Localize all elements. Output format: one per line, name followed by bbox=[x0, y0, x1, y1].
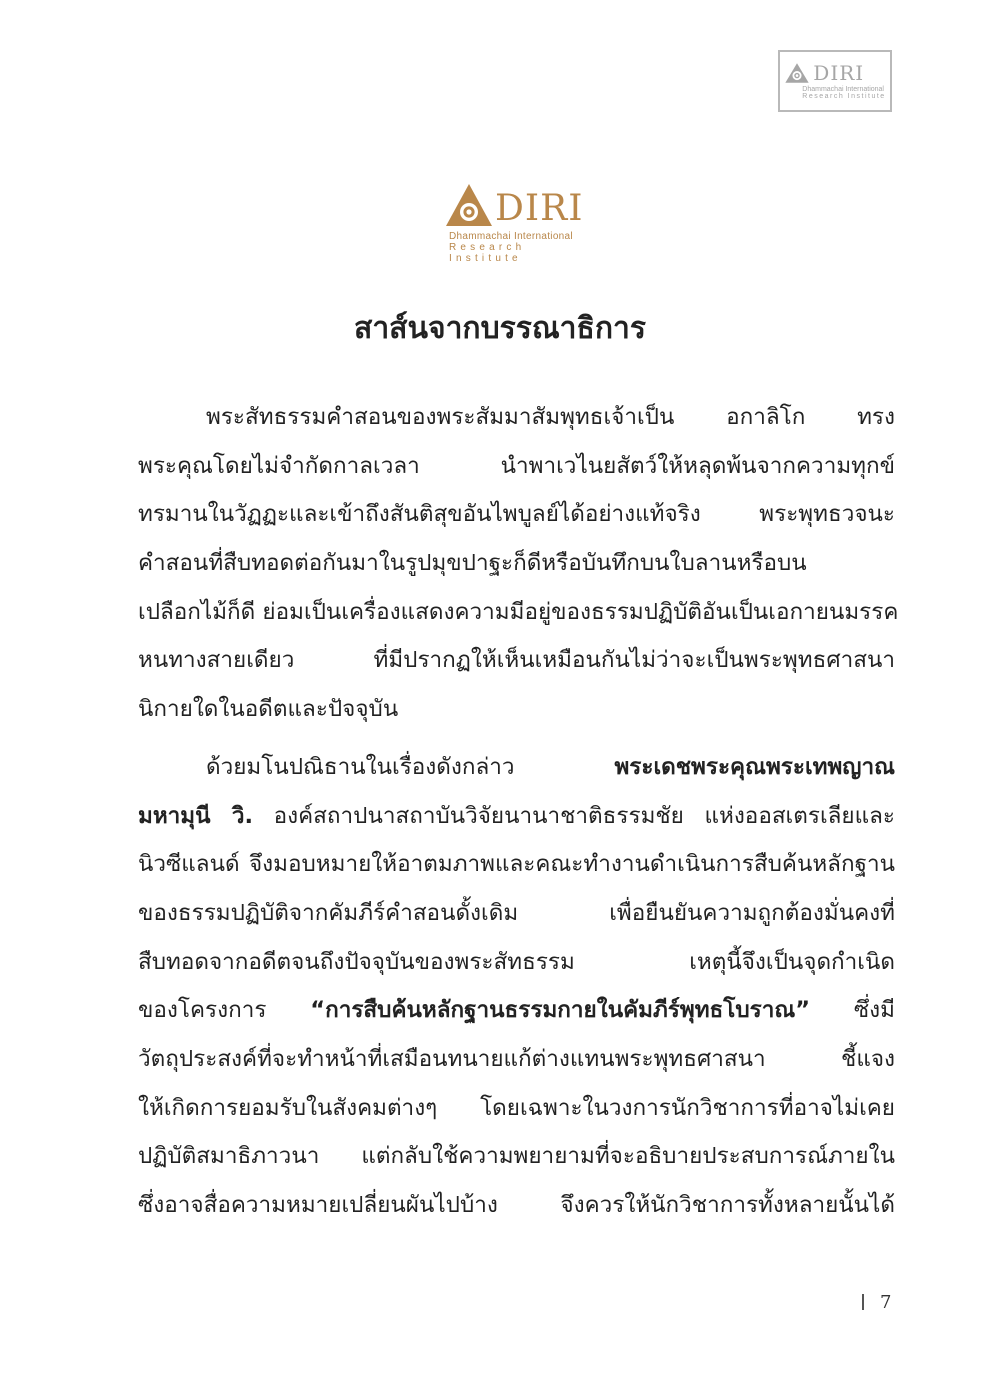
bold-name: พระเดชพระคุณพระเทพญาณ bbox=[614, 753, 895, 780]
center-logo bbox=[445, 183, 605, 265]
text-line bbox=[138, 792, 895, 841]
paragraph-2 bbox=[138, 743, 895, 1230]
text-line: นิวซีแลนด์ จึงมอบหมายให้อาตมภาพและคณะทำงานดำเนินการสืบค้นหลักฐาน bbox=[138, 851, 895, 878]
diri-emblem-icon bbox=[784, 62, 810, 84]
header-logo bbox=[778, 50, 892, 112]
text-run: องค์สถาปนาสถาบันวิจัยนานาชาติธรรมชัย แห่งออสเตรเลียและ bbox=[253, 802, 895, 829]
logo-line-1: Dhammachai International bbox=[449, 231, 573, 242]
text-line: พระคุณโดยไม่จำกัดกาลเวลา นำพาเวไนยสัตว์ให้หลุดพ้นจากความทุกข์ bbox=[138, 452, 895, 479]
bold-name: มหามุนี วิ. bbox=[138, 802, 253, 829]
text-run: ของโครงการ bbox=[138, 997, 311, 1024]
text-line: ทรมานในวัฏฏะและเข้าถึงสันติสุขอันไพบูลย์ได้อย่างแท้จริง พระพุทธวจนะ bbox=[138, 501, 895, 528]
text-line: หนทางสายเดียว ที่มีปรากฏให้เห็นเหมือนกันไม่ว่าจะเป็นพระพุทธศาสนา bbox=[138, 647, 895, 674]
text-line: นิกายใดในอดีตและปัจจุบัน bbox=[138, 696, 399, 723]
text-line: ซึ่งอาจสื่อความหมายเปลี่ยนผันไปบ้าง จึงควรให้นักวิชาการทั้งหลายนั้นได้ bbox=[138, 1192, 895, 1218]
text-line: เปลือกไม้ก็ดี ย่อมเป็นเครื่องแสดงความมีอยู่ของธรรมปฏิบัติอันเป็นเอกายนมรรค bbox=[138, 598, 899, 625]
logo-brand-text: DIRI bbox=[813, 61, 865, 85]
text-run: ด้วยมโนปณิธานในเรื่องดังกล่าว bbox=[206, 753, 615, 780]
text-line: ของธรรมปฏิบัติจากคัมภีร์คำสอนดั้งเดิม เพื่อยืนยันความถูกต้องมั่นคงที่ bbox=[138, 899, 895, 926]
text-line: วัตถุประสงค์ที่จะทำหน้าที่เสมือนทนายแก้ต่างแทนพระพุทธศาสนา ชี้แจง bbox=[138, 1045, 895, 1072]
text-run: ซึ่งมี bbox=[810, 997, 895, 1024]
logo-line-1: Dhammachai International bbox=[802, 86, 884, 93]
body-text bbox=[138, 393, 899, 1230]
diri-emblem-icon bbox=[445, 183, 493, 227]
paragraph-1 bbox=[138, 393, 899, 734]
text-line: ให้เกิดการยอมรับในสังคมต่างๆ โดยเฉพาะในวงการนักวิชาการที่อาจไม่เคย bbox=[138, 1094, 895, 1121]
logo-brand-text: DIRI bbox=[495, 188, 584, 229]
logo-line-2: Research Institute bbox=[449, 242, 526, 264]
page-number bbox=[862, 1292, 891, 1313]
text-line bbox=[138, 986, 895, 1035]
project-title: “การสืบค้นหลักฐานธรรมกายในคัมภีร์พุทธโบราณ” bbox=[310, 997, 811, 1024]
page-number-divider bbox=[862, 1294, 864, 1310]
text-line: สืบทอดจากอดีตจนถึงปัจจุบันของพระสัทธรรม เหตุนี้จึงเป็นจุดกำเนิด bbox=[138, 948, 895, 975]
page-number-value: 7 bbox=[880, 1292, 892, 1313]
text-line bbox=[138, 743, 895, 792]
text-line: พระสัทธรรมคำสอนของพระสัมมาสัมพุทธเจ้าเป็น อกาลิโก ทรง bbox=[206, 404, 895, 430]
page-title: สาส์นจากบรรณาธิการ bbox=[354, 311, 646, 346]
text-line: ปฏิบัติสมาธิภาวนา แต่กลับใช้ความพยายามที่จะอธิบายประสบการณ์ภายใน bbox=[138, 1143, 895, 1170]
logo-line-2: Research Institute bbox=[802, 93, 886, 100]
text-line: คำสอนที่สืบทอดต่อกันมาในรูปมุขปาฐะก็ดีหรือบันทึกบนใบลานหรือบน bbox=[138, 550, 807, 577]
